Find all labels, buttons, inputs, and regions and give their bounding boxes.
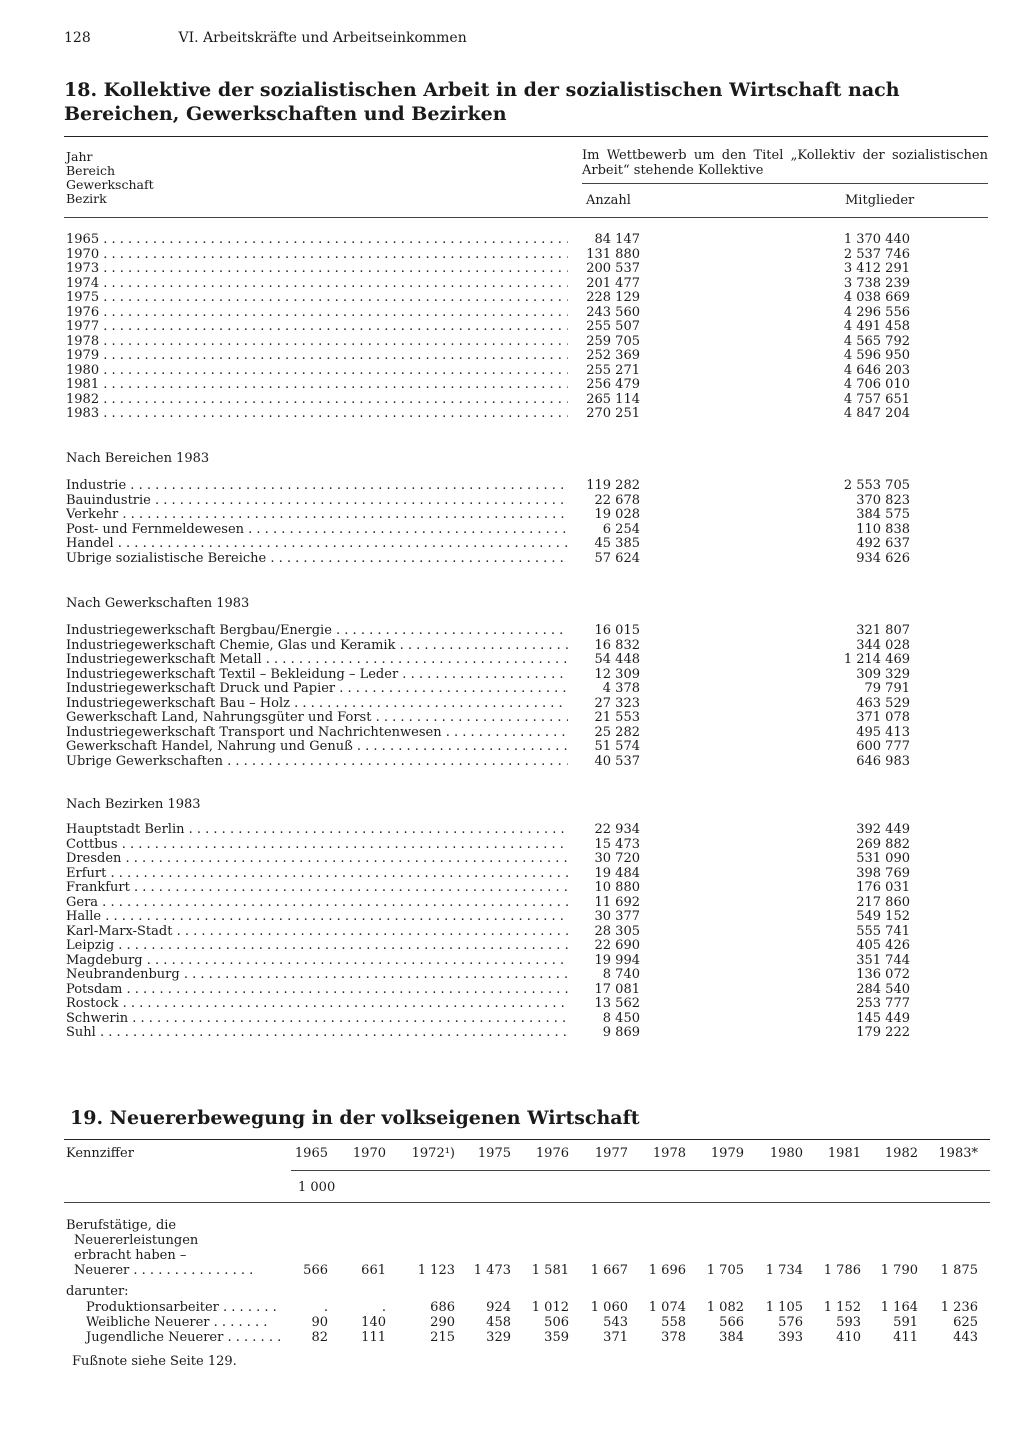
table-row — [66, 291, 986, 306]
anzahl-cell: 9 869 — [602, 1025, 640, 1040]
table-18-stub-header — [66, 150, 154, 206]
anzahl-cell: 228 129 — [586, 290, 640, 305]
table-row — [66, 910, 986, 925]
mitglieder-cell: 405 426 — [856, 938, 910, 953]
table-19-top-rule — [64, 1139, 990, 1140]
table-row — [66, 262, 986, 277]
mitglieder-cell: 1 370 440 — [843, 232, 910, 247]
anzahl-cell: 8 450 — [602, 1010, 640, 1026]
anzahl-cell: 119 282 — [586, 478, 640, 493]
mitglieder-cell: 4 646 203 — [843, 362, 910, 378]
stub-header-line: Bereich — [66, 163, 116, 178]
anzahl-cell: 22 678 — [594, 492, 640, 508]
mitglieder-cell: 79 791 — [864, 681, 910, 696]
value-cell: 558 — [661, 1315, 686, 1330]
table-18-title: 18. Kollektive der sozialistischen Arbeit in der sozialistischen Wirtschaft nach Bereichen, Gewerkschaften und Bezirken — [64, 79, 900, 125]
year-header-cell: 1977 — [594, 1146, 628, 1161]
mitglieder-cell: 253 777 — [856, 996, 910, 1011]
leader-dots: . . . . . . . — [218, 1300, 277, 1315]
anzahl-cell: 6 254 — [602, 521, 640, 537]
anzahl-cell: 255 507 — [586, 319, 640, 334]
value-cell: 458 — [486, 1315, 511, 1330]
anzahl-cell: 25 282 — [594, 724, 640, 740]
stub-header-line: Bezirk — [66, 191, 107, 206]
table-row — [66, 393, 986, 408]
mitglieder-cell: 217 860 — [856, 894, 910, 910]
header-bottom-rule — [64, 217, 988, 218]
year-header-cell: 1980 — [769, 1146, 803, 1161]
row-label: Cottbus . . . — [66, 838, 568, 853]
mitglieder-cell: 371 078 — [856, 710, 910, 725]
mitglieder-cell: 4 757 651 — [843, 391, 910, 407]
anzahl-cell: 17 081 — [594, 981, 640, 997]
table-row — [66, 997, 986, 1012]
mitglieder-cell: 179 222 — [856, 1025, 910, 1040]
table-row — [66, 881, 986, 896]
anzahl-cell: 57 624 — [594, 550, 640, 566]
row-label: Bauindustrie . . . — [66, 494, 568, 509]
value-cell: 1 473 — [473, 1263, 511, 1278]
row-label: Post- und Fernmeldewesen . . . — [66, 523, 568, 538]
value-cell: 543 — [603, 1315, 628, 1330]
column-group-rule — [582, 183, 988, 184]
year-header-cell: 1976 — [535, 1146, 569, 1161]
table-row — [66, 1012, 986, 1027]
value-cell: 329 — [486, 1330, 511, 1345]
table-19-header-bottom-rule — [64, 1202, 990, 1203]
row-label: Industriegewerkschaft Chemie, Glas und Keramik . . . — [66, 639, 568, 654]
value-cell: 566 — [303, 1263, 328, 1278]
value-cell: 1 123 — [417, 1263, 455, 1278]
value-cell: 1 012 — [531, 1300, 569, 1315]
mitglieder-cell: 370 823 — [856, 492, 910, 508]
row-label: 1982 . . . — [66, 393, 568, 408]
value-cell: 359 — [544, 1330, 569, 1345]
years-block — [66, 233, 986, 422]
mitglieder-cell: 4 847 204 — [843, 406, 910, 421]
mitglieder-cell: 269 882 — [856, 836, 910, 852]
mitglieder-cell: 492 637 — [856, 536, 910, 551]
anzahl-cell: 13 562 — [594, 996, 640, 1011]
table-row — [66, 639, 986, 654]
anzahl-cell: 11 692 — [594, 894, 640, 910]
value-cell: . — [323, 1300, 328, 1315]
value-cell: 924 — [486, 1300, 511, 1315]
row-label: Industriegewerkschaft Metall . . . — [66, 653, 568, 668]
table-row — [66, 364, 986, 379]
row-label: Karl-Marx-Stadt . . . — [66, 925, 568, 940]
row-label: 1965 . . . — [66, 233, 568, 248]
anzahl-cell: 30 720 — [594, 851, 640, 866]
mitglieder-cell: 2 553 705 — [843, 478, 910, 493]
darunter-label: darunter: — [66, 1284, 129, 1299]
anzahl-cell: 19 484 — [594, 865, 640, 881]
footnote: Fußnote siehe Seite 129. — [72, 1354, 237, 1369]
table-row — [66, 653, 986, 668]
table-row — [66, 755, 986, 770]
running-head-title: VI. Arbeitskräfte und Arbeitseinkommen — [178, 30, 467, 46]
row-label: Industriegewerkschaft Bergbau/Energie . . . — [66, 624, 568, 639]
section-heading-bereiche: Nach Bereichen 1983 — [66, 451, 210, 466]
table-row — [66, 523, 986, 538]
row-label: Industriegewerkschaft Druck und Papier . . . — [66, 682, 568, 697]
label-line: Neuerer — [74, 1263, 130, 1278]
value-cell: 591 — [893, 1315, 918, 1330]
table-row — [66, 552, 986, 567]
row-label: Industriegewerkschaft Transport und Nachrichtenwesen . . . — [66, 726, 568, 741]
table-row — [66, 939, 986, 954]
mitglieder-cell: 4 706 010 — [843, 377, 910, 392]
anzahl-cell: 8 740 — [602, 967, 640, 982]
mitglieder-cell: 934 626 — [856, 550, 910, 566]
year-header-cell: 1983* — [938, 1146, 978, 1161]
anzahl-cell: 40 537 — [594, 753, 640, 769]
anzahl-cell: 19 994 — [594, 952, 640, 968]
mitglieder-cell: 3 412 291 — [843, 261, 910, 276]
anzahl-cell: 16 832 — [594, 637, 640, 653]
table-row — [66, 624, 986, 639]
mitglieder-cell: 4 565 792 — [843, 333, 910, 349]
row-label: 1974 . . . — [66, 277, 568, 292]
anzahl-cell: 16 015 — [594, 623, 640, 638]
table-row — [66, 378, 986, 393]
table-row-label — [86, 1300, 277, 1315]
value-cell: 1 786 — [823, 1263, 861, 1278]
mitglieder-cell: 136 072 — [856, 967, 910, 982]
row-label: 1970 . . . — [66, 248, 568, 263]
table-row — [66, 823, 986, 838]
mitglieder-cell: 392 449 — [856, 822, 910, 837]
value-cell: 686 — [430, 1300, 455, 1315]
unit-label: 1 000 — [298, 1180, 336, 1195]
row-label: 1981 . . . — [66, 378, 568, 393]
anzahl-cell: 15 473 — [594, 836, 640, 852]
mitglieder-cell: 2 537 746 — [843, 246, 910, 262]
row-label: Gewerkschaft Land, Nahrungsgüter und Forst . . . — [66, 711, 568, 726]
anzahl-cell: 84 147 — [594, 232, 640, 247]
value-cell: 378 — [661, 1330, 686, 1345]
value-cell: 1 734 — [765, 1263, 803, 1278]
value-cell: 82 — [311, 1330, 328, 1345]
mitglieder-cell: 351 744 — [856, 952, 910, 968]
value-cell: 1 790 — [880, 1263, 918, 1278]
row-label: Leipzig . . . — [66, 939, 568, 954]
anzahl-cell: 131 880 — [586, 246, 640, 262]
table-row — [66, 925, 986, 940]
table-row — [66, 838, 986, 853]
value-cell: 661 — [361, 1263, 386, 1278]
anzahl-cell: 243 560 — [586, 304, 640, 320]
mitglieder-cell: 4 491 458 — [843, 319, 910, 334]
row-label-text: Produktionsarbeiter — [86, 1300, 219, 1315]
mitglieder-cell: 321 807 — [856, 623, 910, 638]
row-label: Magdeburg . . . — [66, 954, 568, 969]
column-header-mitglieder: Mitglieder — [845, 193, 915, 208]
value-cell: 1 581 — [531, 1263, 569, 1278]
anzahl-cell: 4 378 — [602, 681, 640, 696]
row-label: Industriegewerkschaft Bau – Holz . . . — [66, 697, 568, 712]
mitglieder-cell: 145 449 — [856, 1010, 910, 1026]
table-row — [66, 335, 986, 350]
value-cell: 443 — [953, 1330, 978, 1345]
row-label: Handel . . . — [66, 537, 568, 552]
year-header-cell: 1972¹) — [411, 1146, 455, 1161]
mitglieder-cell: 463 529 — [856, 695, 910, 711]
mitglieder-cell: 600 777 — [856, 739, 910, 754]
value-cell: 1 152 — [823, 1300, 861, 1315]
row-label: Rostock . . . — [66, 997, 568, 1012]
bereiche-block — [66, 479, 986, 566]
row-label: Industriegewerkschaft Textil – Bekleidung – Leder . . . — [66, 668, 568, 683]
table-row — [66, 320, 986, 335]
year-header-cell: 1982 — [884, 1146, 918, 1161]
table-row — [66, 968, 986, 983]
mitglieder-cell: 495 413 — [856, 724, 910, 740]
anzahl-cell: 259 705 — [586, 333, 640, 349]
value-cell: 140 — [361, 1315, 386, 1330]
year-header-cell: 1979 — [710, 1146, 744, 1161]
table-row — [66, 349, 986, 364]
value-cell: 1 164 — [880, 1300, 918, 1315]
anzahl-cell: 22 690 — [594, 938, 640, 953]
gewerkschaften-block — [66, 624, 986, 769]
value-cell: 1 705 — [706, 1263, 744, 1278]
table-row-label — [86, 1330, 281, 1345]
row-label: 1980 . . . — [66, 364, 568, 379]
year-header-cell: 1981 — [827, 1146, 861, 1161]
value-cell: 215 — [430, 1330, 455, 1345]
top-rule — [64, 136, 988, 137]
row-label: Industrie . . . — [66, 479, 568, 494]
table-row — [66, 233, 986, 248]
value-cell: 393 — [778, 1330, 803, 1345]
row-label: Gewerkschaft Handel, Nahrung und Genuß . . . — [66, 740, 568, 755]
value-cell: 566 — [719, 1315, 744, 1330]
mitglieder-cell: 4 038 669 — [843, 290, 910, 305]
page-number: 128 — [64, 30, 91, 46]
table-row — [66, 726, 986, 741]
row-label: 1977 . . . — [66, 320, 568, 335]
stub-header-line: Jahr — [66, 149, 93, 164]
mitglieder-cell: 4 296 556 — [843, 304, 910, 320]
column-group-header: Im Wettbewerb um den Titel „Kollektiv der sozialistischen Arbeit“ stehende Kollektive — [582, 148, 988, 178]
value-cell: 1 236 — [940, 1300, 978, 1315]
row-label: 1983 . . . — [66, 407, 568, 422]
mitglieder-cell: 531 090 — [856, 851, 910, 866]
year-header-cell: 1975 — [477, 1146, 511, 1161]
anzahl-cell: 255 271 — [586, 362, 640, 378]
label-line: Berufstätige, die — [66, 1218, 177, 1233]
row-label: Potsdam . . . — [66, 983, 568, 998]
mitglieder-cell: 309 329 — [856, 666, 910, 682]
value-cell: 384 — [719, 1330, 744, 1345]
row-label: Neubrandenburg . . . — [66, 968, 568, 983]
anzahl-cell: 45 385 — [594, 536, 640, 551]
stub-header-line: Gewerkschaft — [66, 177, 154, 192]
anzahl-cell: 30 377 — [594, 909, 640, 924]
mitglieder-cell: 344 028 — [856, 637, 910, 653]
row-label: Erfurt . . . — [66, 867, 568, 882]
first-row-label — [66, 1218, 253, 1278]
label-line: erbracht haben – — [74, 1248, 187, 1263]
value-cell: 111 — [361, 1330, 386, 1345]
column-header-anzahl: Anzahl — [586, 193, 631, 208]
year-header-cell: 1965 — [294, 1146, 328, 1161]
value-cell: 1 082 — [706, 1300, 744, 1315]
leader-dots: . . . . . . . — [209, 1315, 268, 1330]
mitglieder-cell: 3 738 239 — [843, 275, 910, 291]
table-row — [66, 983, 986, 998]
table-row — [66, 494, 986, 509]
value-cell: 371 — [603, 1330, 628, 1345]
row-label-text: Jugendliche Neuerer — [86, 1330, 224, 1345]
year-header-cell: 1978 — [652, 1146, 686, 1161]
row-label: 1979 . . . — [66, 349, 568, 364]
value-cell: 625 — [953, 1315, 978, 1330]
value-cell: . — [381, 1300, 386, 1315]
mitglieder-cell: 4 596 950 — [843, 348, 910, 363]
row-label: 1975 . . . — [66, 291, 568, 306]
value-cell: 411 — [893, 1330, 918, 1345]
table-row — [66, 537, 986, 552]
row-label: Übrige sozialistische Bereiche . . . — [66, 552, 568, 567]
mitglieder-cell: 1 214 469 — [843, 652, 910, 667]
table-row — [66, 277, 986, 292]
row-label: Gera . . . — [66, 896, 568, 911]
table-row — [66, 668, 986, 683]
leader-dots: . . . . . . . — [223, 1330, 282, 1345]
value-cell: 90 — [311, 1315, 328, 1330]
anzahl-cell: 51 574 — [594, 739, 640, 754]
table-row — [66, 711, 986, 726]
row-label-text: Weibliche Neuerer — [86, 1315, 210, 1330]
running-head — [64, 30, 467, 46]
row-label: 1978 . . . — [66, 335, 568, 350]
anzahl-cell: 270 251 — [586, 406, 640, 421]
row-label: Halle . . . — [66, 910, 568, 925]
table-row — [66, 1026, 986, 1041]
mitglieder-cell: 398 769 — [856, 865, 910, 881]
anzahl-cell: 10 880 — [594, 880, 640, 895]
value-cell: 1 696 — [648, 1263, 686, 1278]
section-heading-bezirke: Nach Bezirken 1983 — [66, 797, 201, 812]
table-row — [66, 306, 986, 321]
value-cell: 576 — [778, 1315, 803, 1330]
value-cell: 1 074 — [648, 1300, 686, 1315]
anzahl-cell: 256 479 — [586, 377, 640, 392]
value-cell: 1 667 — [590, 1263, 628, 1278]
row-label: Schwerin . . . — [66, 1012, 568, 1027]
value-cell: 1 105 — [765, 1300, 803, 1315]
table-row — [66, 479, 986, 494]
table-row — [66, 867, 986, 882]
anzahl-cell: 252 369 — [586, 348, 640, 363]
value-cell: 1 060 — [590, 1300, 628, 1315]
row-label: 1973 . . . — [66, 262, 568, 277]
mitglieder-cell: 384 575 — [856, 507, 910, 522]
leader-dots — [129, 1263, 253, 1278]
table-row — [66, 954, 986, 969]
anzahl-cell: 12 309 — [594, 666, 640, 682]
table-row — [66, 697, 986, 712]
anzahl-cell: 201 477 — [586, 275, 640, 291]
bezirke-block — [66, 823, 986, 1041]
table-row — [66, 407, 986, 422]
row-label: 1976 . . . — [66, 306, 568, 321]
anzahl-cell: 54 448 — [594, 652, 640, 667]
table-row — [66, 248, 986, 263]
value-cell: 290 — [430, 1315, 455, 1330]
anzahl-cell: 200 537 — [586, 261, 640, 276]
table-row — [66, 508, 986, 523]
table-19-stub-header: Kennziffer — [66, 1146, 134, 1161]
anzahl-cell: 265 114 — [586, 391, 640, 407]
table-row — [66, 682, 986, 697]
row-label: Suhl . . . — [66, 1026, 568, 1041]
year-header-rule — [291, 1170, 990, 1171]
value-cell: 506 — [544, 1315, 569, 1330]
anzahl-cell: 19 028 — [594, 507, 640, 522]
section-heading-gewerkschaften: Nach Gewerkschaften 1983 — [66, 596, 250, 611]
anzahl-cell: 27 323 — [594, 695, 640, 711]
row-label: Verkehr . . . — [66, 508, 568, 523]
table-row — [66, 740, 986, 755]
row-label: Frankfurt . . . — [66, 881, 568, 896]
value-cell: 593 — [836, 1315, 861, 1330]
table-row-label — [86, 1315, 267, 1330]
table-row — [66, 896, 986, 911]
anzahl-cell: 28 305 — [594, 923, 640, 939]
mitglieder-cell: 646 983 — [856, 753, 910, 769]
mitglieder-cell: 555 741 — [856, 923, 910, 939]
anzahl-cell: 22 934 — [594, 822, 640, 837]
table-row — [66, 852, 986, 867]
table-19-title: 19. Neuererbewegung in der volkseigenen Wirtschaft — [70, 1107, 640, 1129]
value-cell: 410 — [836, 1330, 861, 1345]
anzahl-cell: 21 553 — [594, 710, 640, 725]
mitglieder-cell: 549 152 — [856, 909, 910, 924]
row-label: Übrige Gewerkschaften . . . — [66, 755, 568, 770]
mitglieder-cell: 176 031 — [856, 880, 910, 895]
row-label: Dresden . . . — [66, 852, 568, 867]
mitglieder-cell: 284 540 — [856, 981, 910, 997]
value-cell: 1 875 — [940, 1263, 978, 1278]
label-line: Neuererleistungen — [74, 1233, 199, 1248]
mitglieder-cell: 110 838 — [856, 521, 910, 537]
row-label: Hauptstadt Berlin . . . — [66, 823, 568, 838]
year-header-cell: 1970 — [352, 1146, 386, 1161]
